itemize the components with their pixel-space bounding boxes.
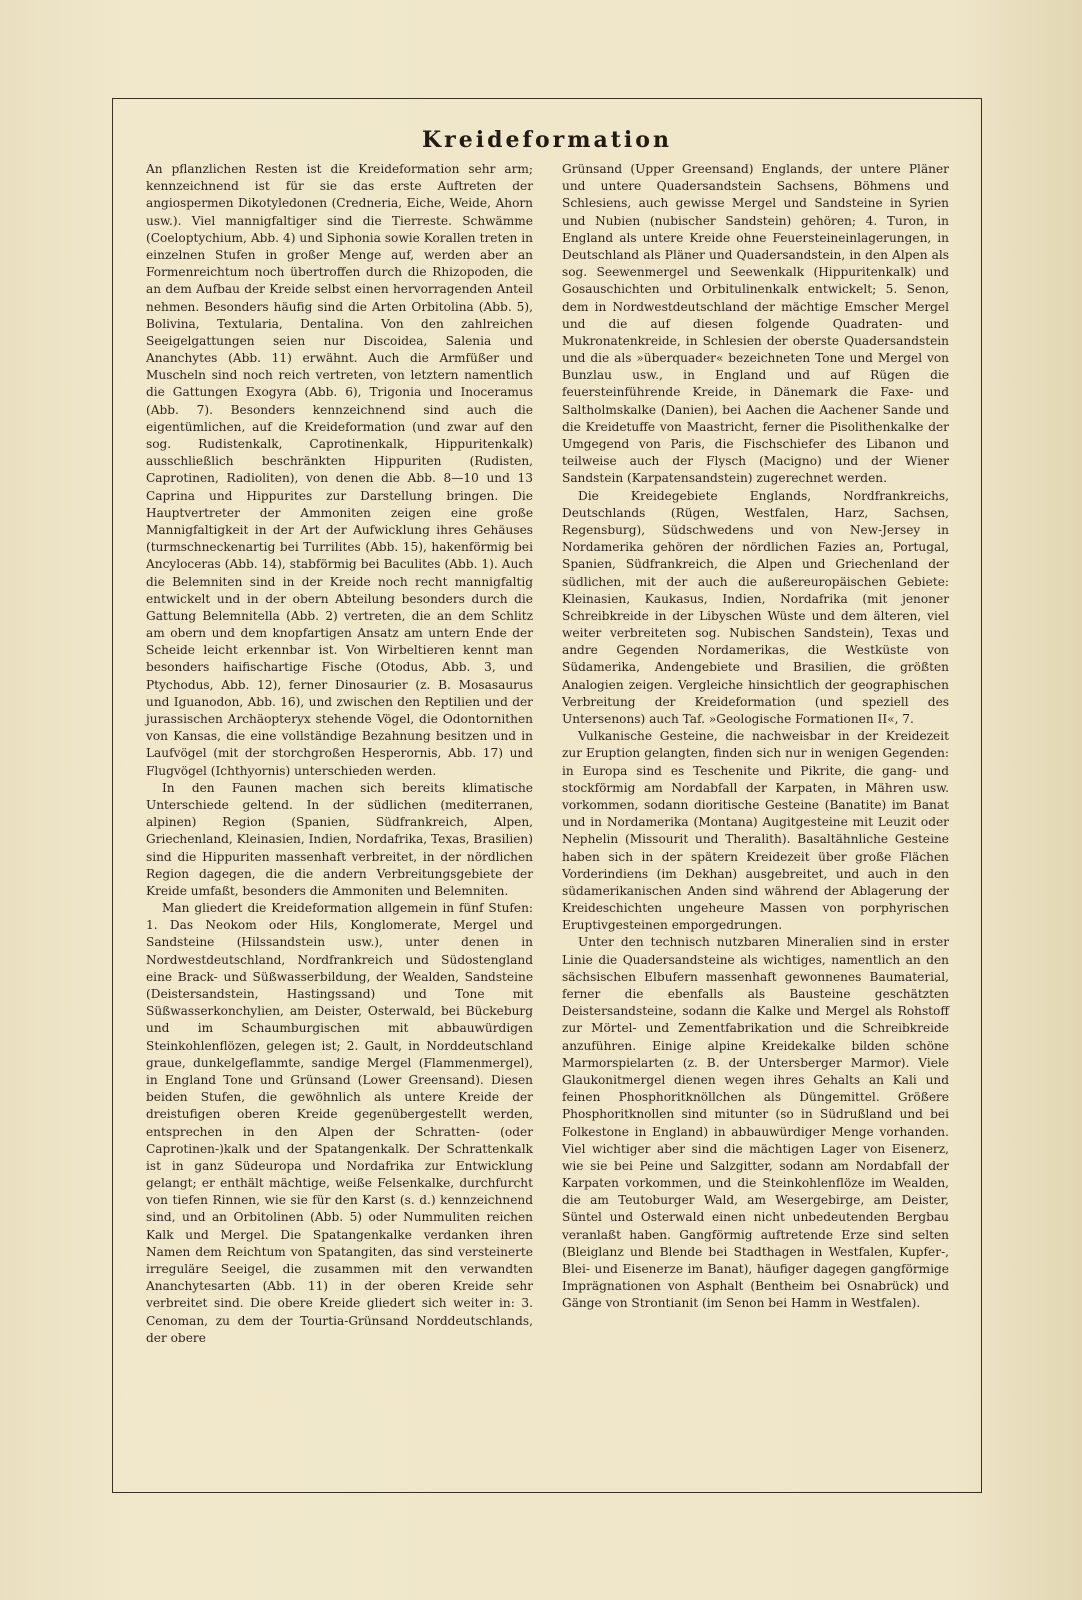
paragraph: Vulkanische Gesteine, die nachweisbar in der Kreidezeit zur Eruption gelangten, finden sich nur in wenigen Gegenden: in Europa sind es Teschenite und Pikrite, die gang- und stockförmig am Nordabfall der Karpaten, in Mähren usw. vorkommen, sodann dioritische Gesteine (Banatite) im Banat und in Nordamerika (Montana) Augitgesteine mit Leuzit oder Nephelin (Missourit und Theralith). Basaltähnliche Gesteine haben sich in der spätern Kreidezeit über große Flächen Vorderindiens (im Dekhan) ausgebreitet, und auch in den südamerikanischen Anden sind während der Ablagerung der Kreideschichten ungeheure Massen von porphyrischen Eruptivgesteinen emporgedrungen. [562,729,949,933]
paragraph: Man gliedert die Kreideformation allgemein in fünf Stufen: 1. Das Neokom oder Hils, Konglomerate, Mergel und Sandsteine (Hilssandstein usw.), unter denen in Nordwestdeutschland, Nordfrankreich und Südostengland eine Brack- und Süßwasserbildung, der Wealden, Sandsteine (Deistersandstein, Hastingssand) und Tone mit Süßwasserkonchylien, am Deister, Osterwald, bei Bückeburg und im Schaumburgischen mit abbauwürdigen Steinkohlenflözen, gelegen ist; 2. Gault, in Norddeutschland graue, dunkelgeflammte, sandige Mergel (Flammenmergel), in England Tone und Grünsand (Lower Greensand). Diesen beiden Stufen, die gewöhnlich als untere Kreide der dreistufigen oberen Kreide gegenübergestellt werden, entsprechen in den Alpen der Schratten- (oder Caprotinen-)kalk und der Spatangenkalk. Der Schrattenkalk ist in ganz Südeuropa und Nordafrika zur Entwicklung gelangt; er enthält mächtige, weiße Felsenkalke, durchfurcht von tiefen Rinnen, wie sie für den Karst (s. d.) kennzeichnend sind, und an Orbitolinen (Abb. 5) oder Nummuliten reichen Kalk und Mergel. Die Spatangenkalke verdanken ihren Namen dem Reichtum von Spatangiten, das sind versteinerte irreguläre Seeigel, die zusammen mit den verwandten Ananchytesarten (Abb. 11) in der oberen Kreide sehr verbreitet sind. Die obere Kreide gliedert sich weiter in: 3. Cenoman, zu dem der Tourtia-Grünsand Norddeutschlands, der obere [146,901,533,1345]
paragraph: Unter den technisch nutzbaren Mineralien sind in erster Linie die Quadersandsteine als wichtiges, namentlich an den sächsischen Elbufern massenhaft gewonnenes Baumaterial, ferner die ebenfalls als Bausteine geschätzten Deistersandsteine, sodann die Kalke und Mergel als Rohstoff zur Mörtel- und Zementfabrikation und die Schreibkreide anzuführen. Einige alpine Kreidekalke bilden schöne Marmorspielarten (z. B. der Untersberger Marmor). Viele Glaukonitmergel dienen wegen ihres Gehalts an Kali und feinen Phosphoritknöllchen als Düngemittel. Größere Phosphoritknollen sind mitunter (so in Südrußland und bei Folkestone in England) in abbauwürdiger Menge vorhanden. Viel wichtiger aber sind die mächtigen Lager von Eisenerz, wie sie bei Peine und Salzgitter, sodann am Nordabfall der Karpaten vorkommen, und die Steinkohlenflöze im Wealden, die am Teutoburger Wald, am Wesergebirge, am Deister, Süntel und Osterwald einen nicht unbedeutenden Bergbau veranlaßt haben. Gangförmig auftretende Erze sind selten (Bleiglanz und Blende bei Stadthagen in Westfalen, Kupfer-, Blei- und Eisenerze im Banat), häufiger dagegen gangförmige Imprägnationen von Asphalt (Bentheim bei Osnabrück) und Gänge von Strontianit (im Senon bei Hamm in Westfalen). [562,935,949,1311]
text-frame [112,98,982,1493]
left-column [146,161,533,1347]
paragraph: Die Kreidegebiete Englands, Nordfrankreichs, Deutschlands (Rügen, Westfalen, Harz, Sachsen, Regensburg), Südschwedens und von New-Jersey in Nordamerika gehören der nördlichen Fazies an, Portugal, Spanien, Südfrankreich, die Alpen und Griechenland der südlichen, mit der auch die außereuropäischen Gebiete: Kleinasien, Kaukasus, Indien, Nordafrika (mit jenoner Schreibkreide in der Libyschen Wüste und dem älteren, viel weiter verbreiteten sog. Nubischen Sandstein), Texas und andre Gegenden Nordamerikas, die Westküste von Südamerika, Andengebiete und Brasilien, die größten Analogien zeigen. Vergleiche hinsichtlich der geographischen Verbreitung der Kreideformation (und speziell des Untersenons) auch Taf. »Geologische Formationen II«, 7. [562,488,949,726]
paragraph: In den Faunen machen sich bereits klimatische Unterschiede geltend. In der südlichen (mediterranen, alpinen) Region (Spanien, Südfrankreich, Alpen, Griechenland, Kleinasien, Indien, Nordafrika, Texas, Brasilien) sind die Hippuriten massenhaft verbreitet, in der nördlichen Region dagegen, die die andern Verbreitungsgebiete der Kreide umfaßt, besonders die Ammoniten und Belemniten. [146,780,533,898]
paragraph: Grünsand (Upper Greensand) Englands, der untere Pläner und untere Quadersandstein Sachsens, Böhmens und Schlesiens, auch gewisse Mergel und Sandsteine in Syrien und Nubien (nubischer Sandstein) gehören; 4. Turon, in England als untere Kreide ohne Feuersteineinlagerungen, in Deutschland als Pläner und Quadersandstein, in den Alpen als sog. Seewenmergel und Seewenkalk (Hippuritenkalk) und Gosauschichten und Orbitulinenkalk entwickelt; 5. Senon, dem in Nordwestdeutschland der mächtige Emscher Mergel und die auf diesen folgende Quadraten- und Mukronatenkreide, in Schlesien der oberste Quadersandstein und die als »überquader« bezeichneten Tone und Mergel von Bunzlau usw., in England und auf Rügen die feuersteinführende Kreide, in Dänemark die Faxe- und Saltholmskalke (Danien), bei Aachen die Aachener Sande und die Kreidetuffe von Maastricht, ferner die Pisolithenkalke der Umgegend von Paris, die Fischschiefer des Libanon und teilweise auch der Flysch (Macigno) und der Wiener Sandstein (Karpatensandstein) zugerechnet werden. [562,162,949,486]
page-title: Kreideformation [422,127,672,153]
right-column [562,161,949,1313]
paragraph: An pflanzlichen Resten ist die Kreideformation sehr arm; kennzeichnend ist für sie das erste Auftreten der angiospermen Dikotyledonen (Credneria, Eiche, Weide, Ahorn usw.). Viel mannigfaltiger sind die Tierreste. Schwämme (Coeloptychium, Abb. 4) und Siphonia sowie Korallen treten in einzelnen Stufen in großer Menge auf, werden aber an Formenreichtum noch übertroffen durch die Rhizopoden, die an dem Aufbau der Kreide selbst einen hervorragenden Anteil nehmen. Besonders häufig sind die Arten Orbitolina (Abb. 5), Bolivina, Textularia, Dentalina. Von den zahlreichen Seeigelgattungen seien nur Discoidea, Salenia und Ananchytes (Abb. 11) erwähnt. Auch die Armfüßer und Muscheln sind noch reich vertreten, von letztern namentlich die Gattungen Exogyra (Abb. 6), Trigonia und Inoceramus (Abb. 7). Besonders kennzeichnend sind auch die eigentümlichen, auf die Kreideformation (und zwar auf den sog. Rudistenkalk, Caprotinenkalk, Hippuritenkalk) ausschließlich beschränkten Hippuriten (Rudisten, Caprotinen, Radioliten), von denen die Abb. 8—10 und 13 Caprina und Hippurites zur Darstellung bringen. Die Hauptvertreter der Ammoniten zeigen eine große Mannigfaltigkeit in der Art der Aufwicklung ihres Gehäuses (turmschneckenartig bei Turrilites (Abb. 15), hakenförmig bei Ancyloceras (Abb. 14), stabförmig bei Baculites (Abb. 1). Auch die Belemniten sind in der Kreide noch recht mannigfaltig entwickelt und in der obern Abteilung besonders durch die Gattung Belemnitella (Abb. 2) vertreten, die an dem Schlitz am obern und dem knopfartigen Ansatz am untern Ende der Scheide leicht erkennbar ist. Von Wirbeltieren kennt man besonders haifischartige Fische (Otodus, Abb. 3, und Ptychodus, Abb. 12), ferner Dinosaurier (z. B. Mosasaurus und Iguanodon, Abb. 16), und zwischen den Reptilien und der jurassischen Archäopteryx stehende Vögel, die Odontornithen von Kansas, die eine vollständige Bezahnung besitzen und in Laufvögel (mit der storchgroßen Hesperornis, Abb. 17) und Flugvögel (Ichthyornis) unterschieden werden. [146,162,533,778]
